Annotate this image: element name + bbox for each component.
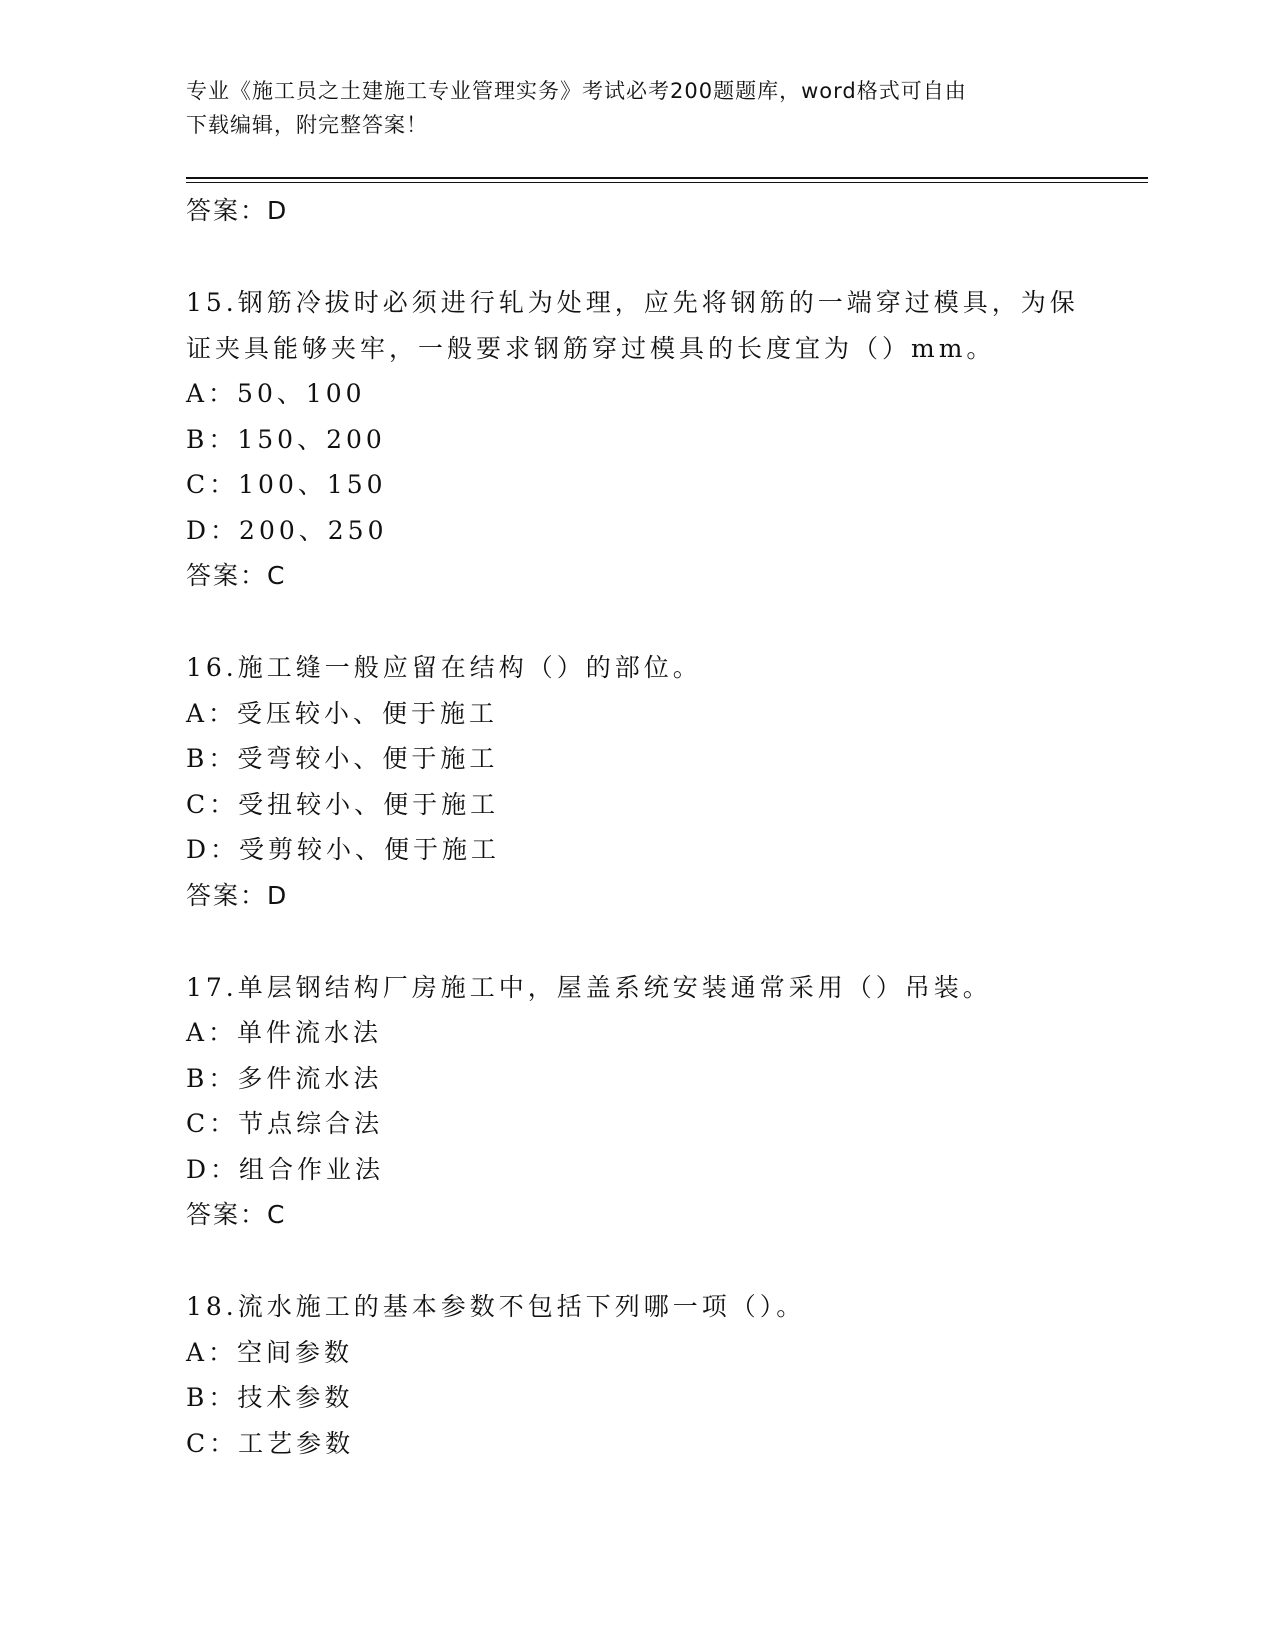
option-a: A：空间参数 (186, 1337, 354, 1367)
question-stem: 15.钢筋冷拔时必须进行轧为处理，应先将钢筋的一端穿过模具，为保 (186, 288, 1079, 317)
option-c: C：工艺参数 (186, 1428, 355, 1458)
option-c: C：100、150 (186, 470, 387, 499)
question-stem: 16.施工缝一般应留在结构（）的部位。 (186, 653, 702, 682)
option-d: D：组合作业法 (186, 1154, 385, 1184)
option-c: C：节点综合法 (186, 1109, 384, 1138)
answer: 答案：C (186, 561, 287, 590)
option-d: D：受剪较小、便于施工 (186, 835, 501, 864)
option-b: B：受弯较小、便于施工 (186, 744, 499, 773)
option-a: A：50、100 (186, 379, 366, 408)
option-b: B：技术参数 (186, 1383, 354, 1412)
question-stem: 18.流水施工的基本参数不包括下列哪一项（）。 (186, 1292, 806, 1321)
header-rule-thin (186, 182, 1148, 183)
question-15 (186, 280, 1086, 599)
option-b: B：150、200 (186, 424, 386, 454)
question-stem: 证夹具能够夹牢，一般要求钢筋穿过模具的长度宜为（）mm。 (186, 333, 996, 363)
option-b: B：多件流水法 (186, 1063, 383, 1093)
answer: 答案：C (186, 1200, 287, 1229)
option-d: D：200、250 (186, 515, 388, 545)
question-list (186, 188, 1086, 1466)
page-header (186, 74, 1086, 142)
answer: 答案：D (186, 880, 289, 910)
header-line-2: 下载编辑，附完整答案！ (186, 113, 428, 137)
question-16 (186, 645, 1086, 919)
header-rule (186, 177, 1148, 179)
option-c: C：受扭较小、便于施工 (186, 789, 500, 819)
question-17 (186, 965, 1086, 1239)
question-18 (186, 1284, 1086, 1466)
option-a: A：受压较小、便于施工 (186, 698, 499, 728)
question-stem: 17.单层钢结构厂房施工中，屋盖系统安装通常采用（）吊装。 (186, 972, 992, 1002)
prev-answer: 答案：D (186, 196, 289, 225)
option-a: A：单件流水法 (186, 1018, 383, 1047)
header-line-1: 专业《施工员之土建施工专业管理实务》考试必考200题题库，word格式可自由 (186, 79, 967, 103)
